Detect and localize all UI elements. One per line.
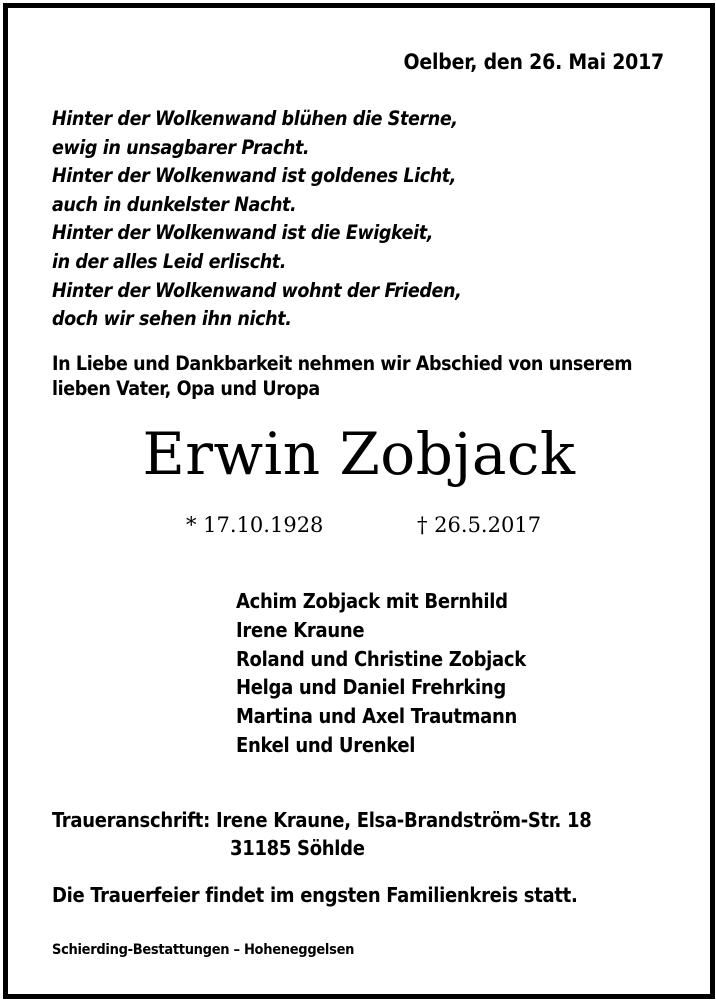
mourner-name: Martina und Axel Trautmann [236,704,518,729]
deceased-name: Erwin Zobjack [142,420,576,488]
poem-line: doch wir sehen ihn nicht. [52,307,292,331]
mourner-name: Enkel und Urenkel [236,732,416,757]
intro-line: In Liebe und Dankbarkeit nehmen wir Abschied von unserem [52,352,633,375]
mourning-address-city: 31185 Söhlde [230,836,365,860]
poem-line: Hinter der Wolkenwand wohnt der Frieden, [52,278,462,302]
poem [52,105,461,334]
mourner-name: Achim Zobjack mit Bernhild [236,589,508,613]
mourner-name: Irene Kraune [236,617,365,642]
mourning-address-line: Traueranschrift: Irene Kraune, Elsa-Brandström-Str. 18 [52,808,592,832]
mourners-list [236,587,526,760]
funeral-note: Die Trauerfeier findet im engsten Familienkreis statt. [52,883,578,907]
mourner-name: Roland und Christine Zobjack [236,646,526,671]
death-date: † 26.5.2017 [417,513,542,537]
poem-line: ewig in unsagbarer Pracht. [52,135,310,159]
poem-line: Hinter der Wolkenwand ist die Ewigkeit, [52,221,433,245]
poem-line: auch in dunkelster Nacht. [52,192,297,216]
mourner-name: Helga und Daniel Frehrking [236,675,506,700]
place-date: Oelber, den 26. Mai 2017 [403,50,664,74]
undertaker-credit: Schierding-Bestattungen – Hoheneggelsen [52,942,355,958]
obituary-notice [3,3,715,999]
birth-date: * 17.10.1928 [186,513,324,537]
intro-line: lieben Vater, Opa und Uropa [52,377,320,400]
poem-line: Hinter der Wolkenwand ist goldenes Licht, [52,164,457,188]
poem-line: Hinter der Wolkenwand blühen die Sterne, [52,107,458,130]
intro-text [52,351,632,401]
poem-line: in der alles Leid erlischt. [52,249,287,273]
